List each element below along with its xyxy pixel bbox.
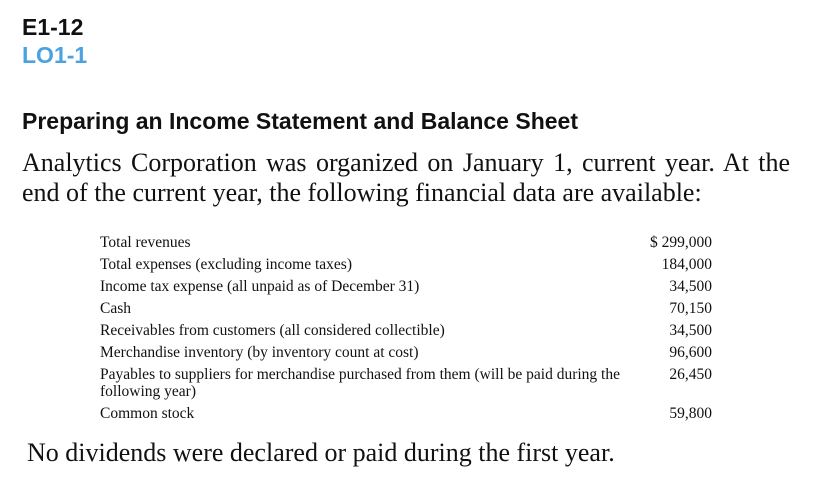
item-amount: 26,450: [669, 366, 712, 383]
item-label: Common stock: [100, 405, 195, 422]
table-row: [100, 254, 712, 276]
item-label: Cash: [100, 300, 131, 317]
item-amount: 184,000: [661, 256, 712, 273]
table-row: [100, 403, 712, 425]
table-row: [100, 320, 712, 342]
item-amount: 70,150: [669, 300, 712, 317]
table-row: [100, 276, 712, 298]
item-amount: 59,800: [669, 405, 712, 422]
financial-data-table: [100, 232, 712, 425]
item-label: Income tax expense (all unpaid as of December 31): [100, 278, 420, 295]
table-row: [100, 342, 712, 364]
item-label: Total revenues: [100, 234, 191, 251]
item-amount: 96,600: [669, 344, 712, 361]
item-label: Receivables from customers (all considered collectible): [100, 322, 445, 339]
table-row: [100, 364, 712, 403]
item-amount: 34,500: [669, 278, 712, 295]
table-row: [100, 232, 712, 254]
exercise-title: Preparing an Income Statement and Balance Sheet: [22, 108, 578, 134]
closing-note: No dividends were declared or paid during the first year.: [27, 438, 615, 467]
exercise-number: E1-12: [22, 14, 84, 40]
item-amount: 34,500: [669, 322, 712, 339]
learning-objective-code: LO1-1: [22, 42, 88, 68]
item-amount: $ 299,000: [650, 234, 712, 251]
item-label: Payables to suppliers for merchandise purchased from them (will be paid during the following year): [100, 366, 620, 400]
item-label: Merchandise inventory (by inventory count at cost): [100, 344, 419, 361]
exercise-intro: Analytics Corporation was organized on January 1, current year. At the end of the current year, the following financial data are available:: [22, 148, 790, 207]
item-label: Total expenses (excluding income taxes): [100, 256, 352, 273]
table-row: [100, 298, 712, 320]
